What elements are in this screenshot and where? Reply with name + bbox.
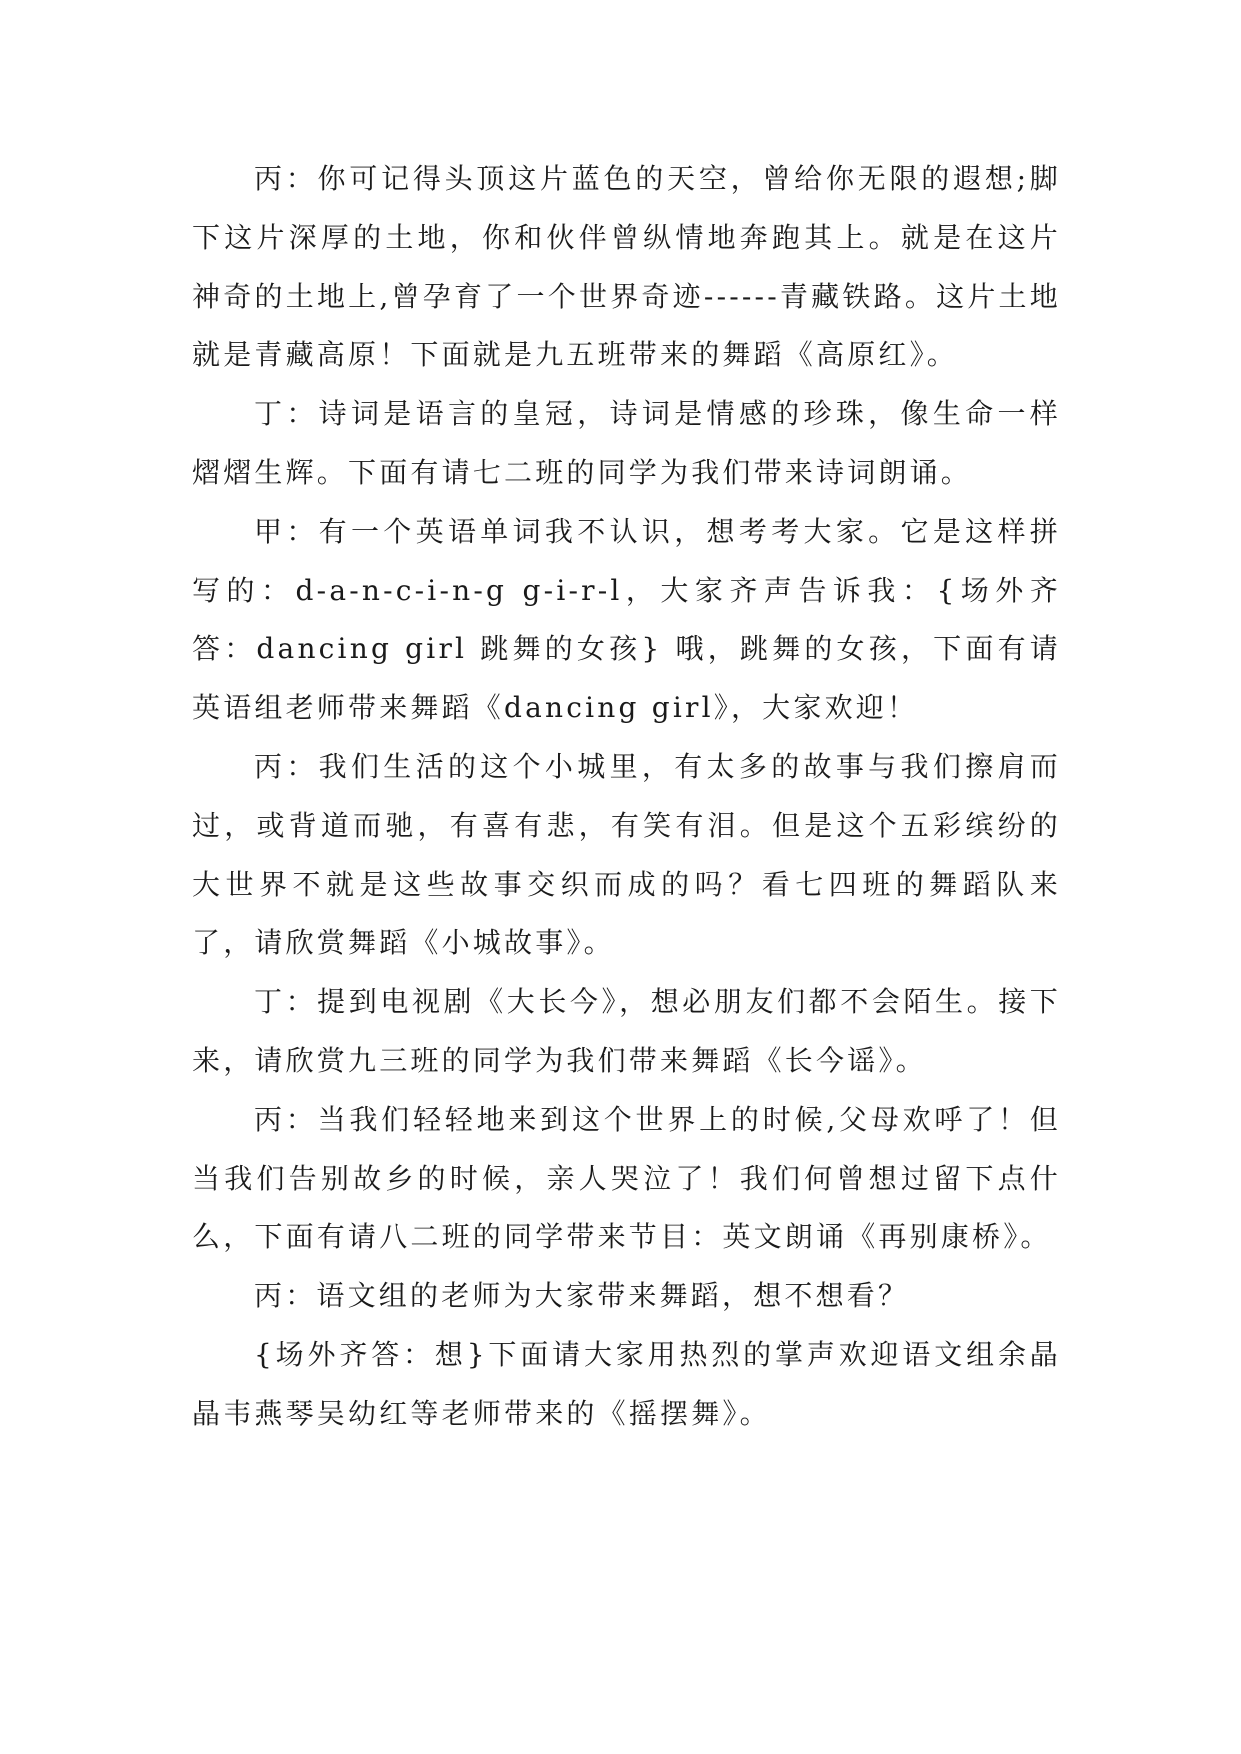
paragraph-jia-dancing-girl: 甲：有一个英语单词我不认识，想考考大家。它是这样拼写的：d-a-n-c-i-n-g g-i-r-l，大家齐声告诉我：{场外齐答：dancing girl 跳舞的女孩} 哦，跳舞的女孩，下面有请英语组老师带来舞蹈《dancing girl》，大家欢迎！	[192, 514, 1061, 725]
paragraph-bing-small-town: 丙：我们生活的这个小城里，有太多的故事与我们擦肩而过，或背道而驰，有喜有悲，有笑有泪。但是这个五彩缤纷的大世界不就是这些故事交织而成的吗？看七四班的舞蹈队来了，请欣赏舞蹈《小城故事》。	[192, 749, 1061, 960]
paragraph-ding-dae-jang-geum: 丁：提到电视剧《大长今》，想必朋友们都不会陌生。接下来，请欣赏九三班的同学为我们带来舞蹈《长今谣》。	[192, 985, 1061, 1077]
paragraph-bing-farewell-cambridge: 丙：当我们轻轻地来到这个世界上的时候,父母欢呼了！但当我们告别故乡的时候，亲人哭泣了！我们何曾想过留下点什么，下面有请八二班的同学带来节目：英文朗诵《再别康桥》。	[192, 1102, 1061, 1254]
paragraph-bing-plateau-dance: 丙：你可记得头顶这片蓝色的天空，曾给你无限的遐想;脚下这片深厚的土地，你和伙伴曾纵情地奔跑其上。就是在这片神奇的土地上,曾孕育了一个世界奇迹------青藏铁路。这片土地就是青藏高原！下面就是九五班带来的舞蹈《高原红》。	[192, 162, 1061, 372]
paragraph-ding-poetry: 丁：诗词是语言的皇冠，诗词是情感的珍珠，像生命一样熠熠生辉。下面有请七二班的同学为我们带来诗词朗诵。	[192, 397, 1061, 489]
paragraph-bing-chinese-teachers: 丙：语文组的老师为大家带来舞蹈，想不想看？	[254, 1279, 910, 1313]
document-body	[192, 150, 1061, 1444]
paragraph-audience-answer: {场外齐答：想}下面请大家用热烈的掌声欢迎语文组余晶晶韦燕琴吴幼红等老师带来的《摇摆舞》。	[192, 1337, 1061, 1430]
